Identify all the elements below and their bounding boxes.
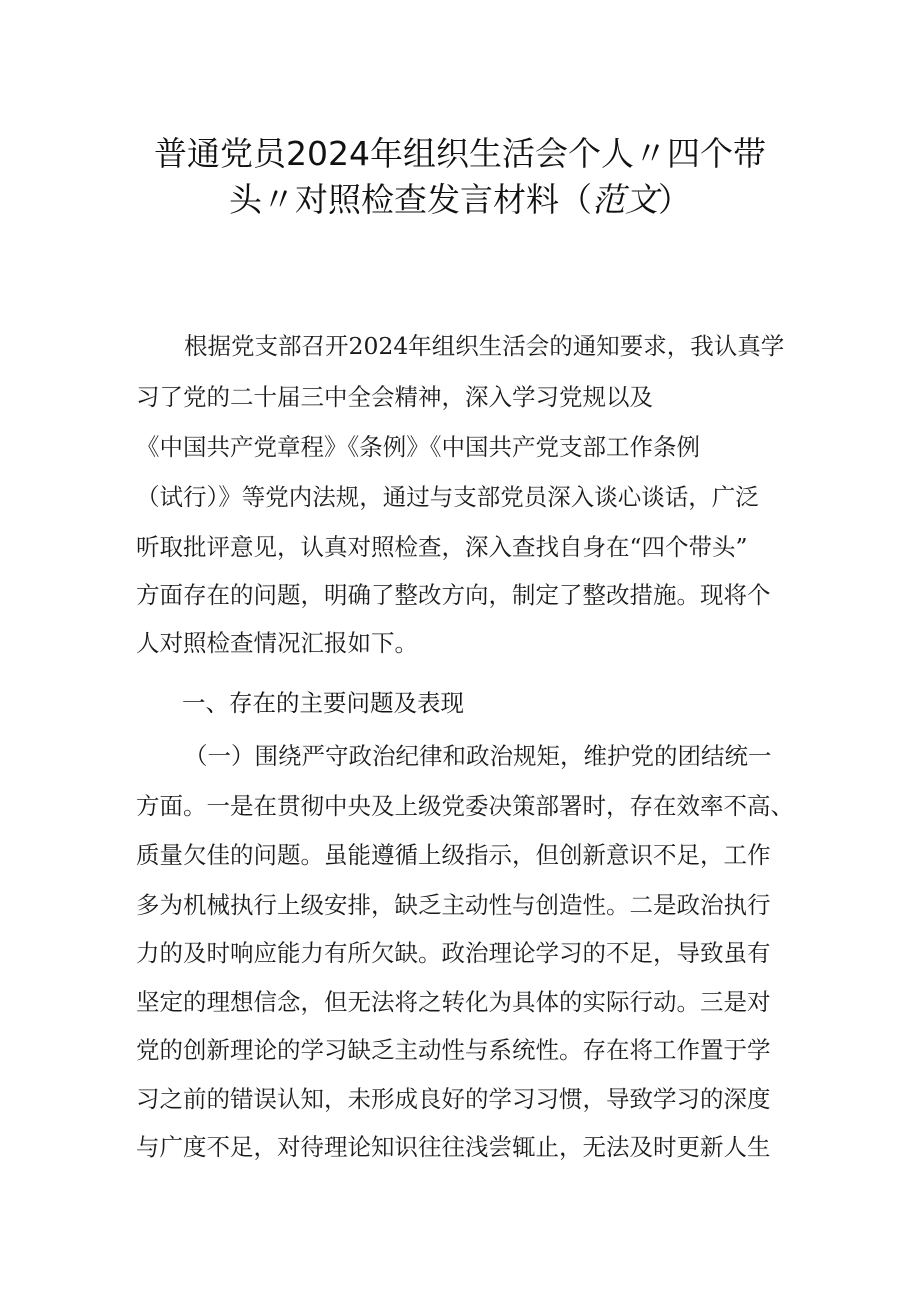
section-heading: 一、存在的主要问题及表现 — [182, 689, 464, 717]
intro-line: （试行）》等党内法规，通过与支部党员深入谈心谈话，广泛 — [136, 483, 759, 511]
section-line: 力的及时响应能力有所欠缺。政治理论学习的不足，导致虽有 — [136, 939, 771, 967]
section-line: 多为机械执行上级安排，缺乏主动性与创造性。二是政治执行 — [136, 891, 771, 919]
title-line-2-italic: 范文 — [592, 180, 658, 219]
section-line: 方面。一是在贯彻中央及上级党委决策部署时，存在效率不高、 — [136, 792, 794, 820]
title-line-2-end: ） — [658, 180, 691, 219]
section-line: （一）围绕严守政治纪律和政治规矩，维护党的团结统一 — [184, 742, 772, 770]
section-line: 质量欠佳的问题。虽能遵循上级指示，但创新意识不足，工作 — [136, 841, 771, 869]
document-title-line-2 — [0, 180, 920, 220]
intro-line: 根据党支部召开2024年组织生活会的通知要求，我认真学 — [184, 332, 785, 360]
section-line: 坚定的理想信念，但无法将之转化为具体的实际行动。三是对 — [136, 988, 771, 1016]
intro-line: 听取批评意见，认真对照检查，深入查找自身在“四个带头” — [136, 533, 748, 561]
title-line-2-main: 头〃对照检查发言材料（ — [229, 180, 592, 219]
section-line: 习之前的错误认知，未形成良好的学习习惯，导致学习的深度 — [136, 1085, 771, 1113]
section-line: 党的创新理论的学习缺乏主动性与系统性。存在将工作置于学 — [136, 1036, 771, 1064]
intro-line: 人对照检查情况汇报如下。 — [136, 629, 418, 657]
intro-line: 方面存在的问题，明确了整改方向，制定了整改措施。现将个 — [136, 581, 771, 609]
intro-line: 《中国共产党章程》《条例》《中国共产党支部工作条例 — [136, 433, 700, 461]
intro-line: 习了党的二十届三中全会精神，深入学习党规以及 — [136, 383, 653, 411]
document-title-line-1: 普通党员2024年组织生活会个人〃四个带 — [154, 134, 766, 173]
section-line: 与广度不足，对待理论知识往往浅尝辄止，无法及时更新人生 — [136, 1133, 771, 1161]
